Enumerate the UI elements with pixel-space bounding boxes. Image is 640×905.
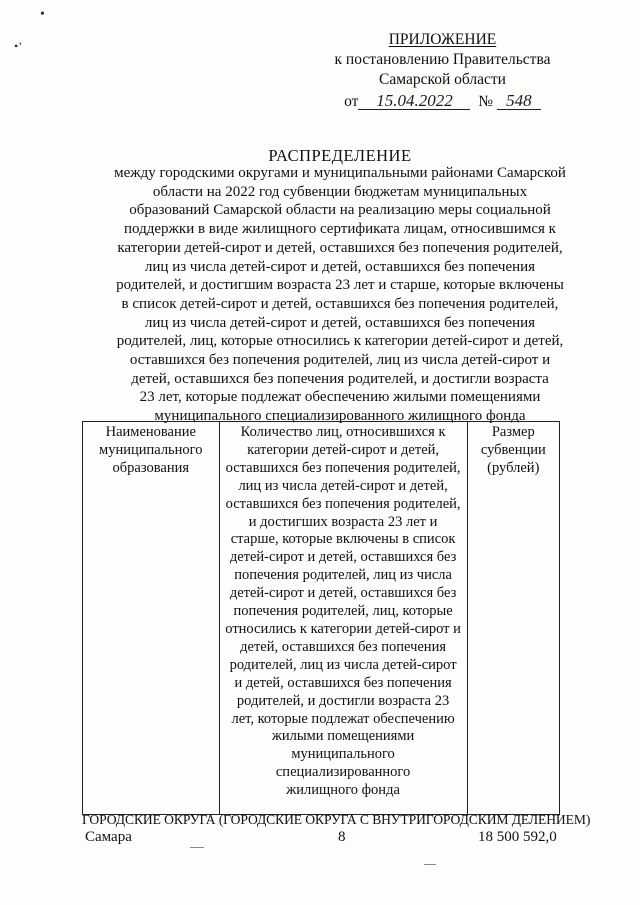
header-line: оставшихся без попечения родителей, xyxy=(225,459,461,476)
header-line: старше, которые включены в список xyxy=(230,531,456,548)
header-line: относились к категории детей-сирот и xyxy=(225,620,461,637)
header-subvention-amount xyxy=(467,422,559,815)
subtitle-line: образований Самарской области на реализацию меры социальной xyxy=(129,202,551,219)
scan-speck: •’ xyxy=(14,39,23,53)
distribution-table xyxy=(82,421,560,815)
subtitle-line: лиц из числа детей-сирот и детей, оставшихся без попечения xyxy=(144,314,536,331)
header-line: оставшихся без попечения родителей, xyxy=(225,495,461,512)
scan-speck: • xyxy=(40,7,45,22)
subtitle-line: родителей, лиц, которые относились к категории детей-сирот и детей, xyxy=(116,333,564,350)
document-subtitle xyxy=(80,164,600,426)
header-line: детей, оставшихся без попечения xyxy=(240,638,446,655)
number-prefix: № xyxy=(478,93,493,110)
header-line: образования xyxy=(112,459,190,476)
header-line: субвенции xyxy=(480,441,546,458)
header-line: Наименование xyxy=(105,424,196,440)
header-line: Количество лиц, относившихся к xyxy=(240,424,446,440)
header-line: детей-сирот и детей, оставшихся без xyxy=(229,585,457,602)
approval-line: к постановлению Правительства xyxy=(334,51,551,68)
subtitle-line: муниципального специализированного жилищного фонда xyxy=(154,408,526,425)
resolution-date: 15.04.2022 xyxy=(358,92,470,110)
header-line: родителей, и достигли возраста 23 xyxy=(236,692,450,709)
header-line: попечения родителей, лиц из числа xyxy=(234,567,452,584)
header-line: жилищного фонда xyxy=(286,782,400,799)
persons-count: 8 xyxy=(338,829,346,845)
scan-mark xyxy=(424,864,436,865)
header-line: лет, которые подлежат обеспечению xyxy=(231,710,455,727)
subtitle-line: оставшихся без попечения родителей, лиц из числа детей-сирот и xyxy=(129,352,551,369)
resolution-reference xyxy=(300,92,585,112)
subtitle-line: области на 2022 год субвенции бюджетам муниципальных xyxy=(152,183,528,200)
resolution-number: 548 xyxy=(497,92,541,110)
header-persons-count xyxy=(219,422,467,815)
subtitle-line: категории детей-сирот и детей, оставшихся без попечения родителей, xyxy=(117,239,563,256)
header-municipality xyxy=(83,422,220,815)
header-line: лиц из числа детей-сирот и детей, xyxy=(238,477,448,494)
header-line: и достигших возраста 23 лет и xyxy=(248,513,438,530)
header-line: муниципального xyxy=(291,746,395,763)
scan-mark xyxy=(190,847,204,848)
municipality-name: Самара xyxy=(85,829,132,845)
header-line: (рублей) xyxy=(487,459,540,476)
header-line: жилыми помещениями xyxy=(271,728,415,745)
subtitle-line: детей, оставшихся без попечения родителей, и достигли возраста xyxy=(131,370,549,387)
document-title: РАСПРЕДЕЛЕНИЕ xyxy=(268,146,412,165)
appendix-heading: ПРИЛОЖЕНИЕ xyxy=(388,31,497,48)
subtitle-line: в список детей-сирот и детей, оставшихся без попечения родителей, xyxy=(121,295,559,312)
section-heading: ГОРОДСКИЕ ОКРУГА (ГОРОДСКИЕ ОКРУГА С ВНУТРИГОРОДСКИМ ДЕЛЕНИЕМ) xyxy=(82,812,591,827)
header-line: категории детей-сирот и детей, xyxy=(247,441,440,458)
subtitle-line: родителей, и достигшим возраста 23 лет и старше, которые включены xyxy=(116,277,564,294)
date-prefix: от xyxy=(344,93,359,110)
subtitle-line: лиц из числа детей-сирот и детей, оставшихся без попечения xyxy=(144,258,536,275)
subtitle-line: поддержки в виде жилищного сертификата лицам, относившимся к xyxy=(124,221,556,238)
header-line: попечения родителей, лиц, которые xyxy=(233,603,453,620)
subvention-amount: 18 500 592,0 xyxy=(478,829,557,845)
header-line: родителей, лиц из числа детей-сирот xyxy=(229,656,457,673)
header-line: детей-сирот и детей, оставшихся без xyxy=(229,549,457,566)
table-header-row xyxy=(83,422,560,815)
header-line: муниципального xyxy=(99,441,203,458)
approval-line: Самарской области xyxy=(379,71,506,88)
subtitle-line: между городскими округами и муниципальными районами Самарской xyxy=(114,165,566,181)
subtitle-line: 23 лет, которые подлежат обеспечению жилыми помещениями xyxy=(139,389,541,406)
header-line: специализированного xyxy=(275,764,411,781)
header-line: Размер xyxy=(491,424,535,440)
header-line: и детей, оставшихся без попечения xyxy=(234,674,452,691)
approval-stamp xyxy=(300,30,585,112)
